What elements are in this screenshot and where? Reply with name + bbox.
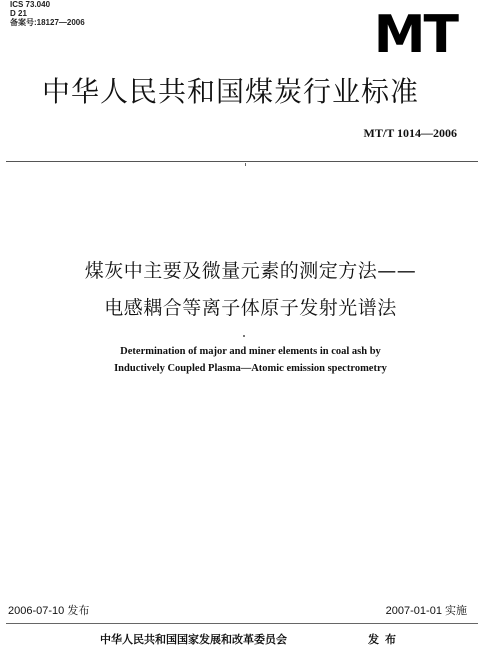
publisher-name: 中华人民共和国国家发展和改革委员会 (100, 633, 287, 646)
issue-date: 2006-07-10 发布 (8, 605, 90, 617)
chinese-title-line-2: 电感耦合等离子体原子发射光谱法 (104, 297, 397, 319)
mt-logo: MT (373, 5, 457, 65)
top-divider (6, 161, 478, 162)
record-number: 备案号:18127—2006 (10, 18, 85, 27)
english-title-line-1: Determination of major and miner elements in coal ash by (120, 346, 381, 357)
publish-label: 发布 (368, 633, 402, 646)
chinese-title-line-1: 煤灰中主要及微量元素的测定方法—— (84, 260, 417, 282)
implementation-date: 2007-01-01 实施 (385, 605, 467, 617)
divider-tick (245, 163, 246, 166)
standard-number: MT/T 1014—2006 (363, 126, 457, 140)
bottom-divider (6, 623, 478, 624)
classification-code: D 21 (10, 9, 27, 18)
english-title-line-2: Inductively Coupled Plasma—Atomic emission spectrometry (114, 363, 387, 374)
industry-standard-title: 中华人民共和国煤炭行业标准 (42, 75, 420, 108)
center-dot (243, 335, 245, 337)
ics-code: ICS 73.040 (10, 0, 51, 9)
